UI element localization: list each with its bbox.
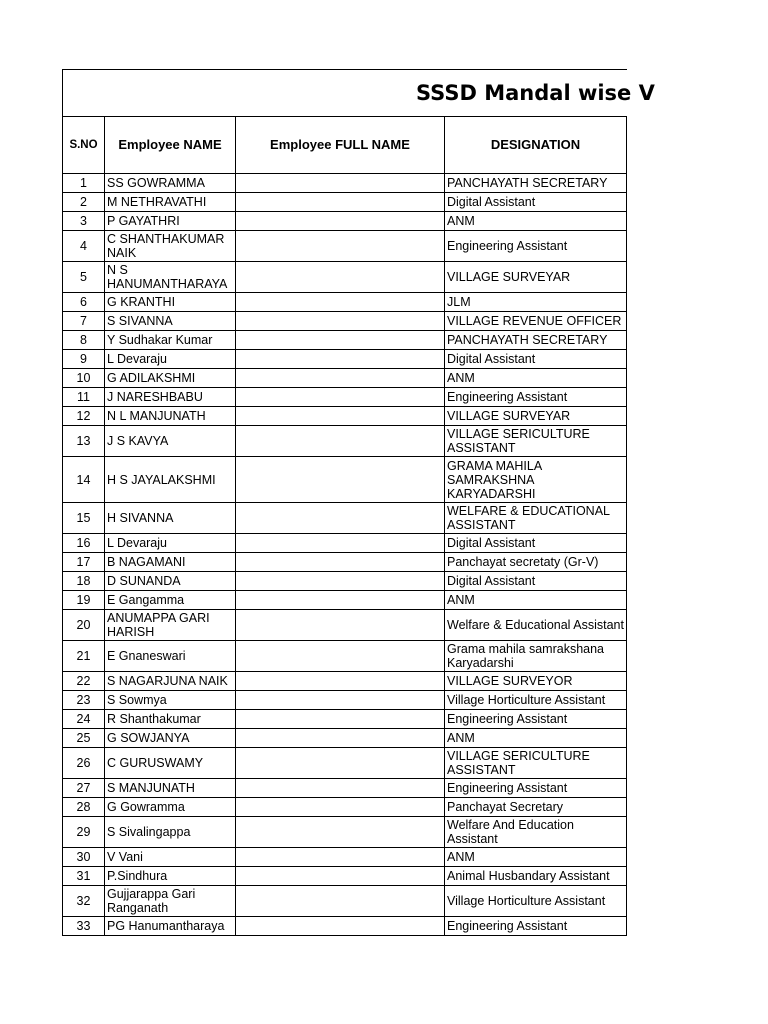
cell-designation: VILLAGE SURVEYOR <box>445 672 627 691</box>
cell-designation: Village Horticulture Assistant <box>445 886 627 917</box>
cell-designation: WELFARE & EDUCATIONAL ASSISTANT <box>445 503 627 534</box>
table-row <box>63 388 627 407</box>
cell-employee-full-name <box>236 331 445 350</box>
cell-sno: 9 <box>63 350 105 369</box>
cell-employee-name: S MANJUNATH <box>105 779 236 798</box>
cell-sno: 27 <box>63 779 105 798</box>
cell-designation: Engineering Assistant <box>445 710 627 729</box>
table-row <box>63 917 627 936</box>
cell-designation: Grama mahila samrakshana Karyadarshi <box>445 641 627 672</box>
cell-sno: 26 <box>63 748 105 779</box>
cell-sno: 23 <box>63 691 105 710</box>
cell-designation: Engineering Assistant <box>445 388 627 407</box>
cell-sno: 22 <box>63 672 105 691</box>
cell-employee-full-name <box>236 779 445 798</box>
table-row <box>63 331 627 350</box>
cell-employee-name: L Devaraju <box>105 534 236 553</box>
cell-employee-name: L Devaraju <box>105 350 236 369</box>
cell-employee-full-name <box>236 369 445 388</box>
cell-employee-name: S Sivalingappa <box>105 817 236 848</box>
cell-employee-name: H SIVANNA <box>105 503 236 534</box>
cell-employee-full-name <box>236 817 445 848</box>
cell-employee-full-name <box>236 231 445 262</box>
table-row <box>63 369 627 388</box>
cell-designation: ANM <box>445 212 627 231</box>
cell-employee-name: N S HANUMANTHARAYA <box>105 262 236 293</box>
table-row <box>63 553 627 572</box>
table-row <box>63 729 627 748</box>
cell-sno: 4 <box>63 231 105 262</box>
cell-employee-name: M NETHRAVATHI <box>105 193 236 212</box>
cell-sno: 10 <box>63 369 105 388</box>
cell-designation: VILLAGE REVENUE OFFICER <box>445 312 627 331</box>
cell-sno: 28 <box>63 798 105 817</box>
cell-sno: 24 <box>63 710 105 729</box>
cell-designation: Digital Assistant <box>445 350 627 369</box>
cell-employee-name: B NAGAMANI <box>105 553 236 572</box>
cell-sno: 29 <box>63 817 105 848</box>
cell-designation: PANCHAYATH SECRETARY <box>445 331 627 350</box>
cell-designation: Engineering Assistant <box>445 917 627 936</box>
table-row <box>63 691 627 710</box>
cell-designation: PANCHAYATH SECRETARY <box>445 174 627 193</box>
cell-designation: ANM <box>445 591 627 610</box>
cell-sno: 5 <box>63 262 105 293</box>
cell-employee-name: J NARESHBABU <box>105 388 236 407</box>
cell-designation: Engineering Assistant <box>445 231 627 262</box>
table-row <box>63 231 627 262</box>
cell-employee-name: E Gnaneswari <box>105 641 236 672</box>
cell-employee-full-name <box>236 572 445 591</box>
cell-employee-full-name <box>236 388 445 407</box>
cell-sno: 6 <box>63 293 105 312</box>
cell-designation: ANM <box>445 369 627 388</box>
column-header-employee-full-name: Employee FULL NAME <box>236 117 445 174</box>
cell-designation: Welfare & Educational Assistant <box>445 610 627 641</box>
cell-employee-full-name <box>236 350 445 369</box>
cell-employee-name: V Vani <box>105 848 236 867</box>
table-row <box>63 212 627 231</box>
cell-sno: 18 <box>63 572 105 591</box>
cell-sno: 32 <box>63 886 105 917</box>
cell-sno: 7 <box>63 312 105 331</box>
cell-sno: 2 <box>63 193 105 212</box>
cell-designation: GRAMA MAHILA SAMRAKSHNA KARYADARSHI <box>445 457 627 503</box>
column-header-designation: DESIGNATION <box>445 117 627 174</box>
column-header-employee-name: Employee NAME <box>105 117 236 174</box>
cell-employee-name: C GURUSWAMY <box>105 748 236 779</box>
cell-designation: VILLAGE SERICULTURE ASSISTANT <box>445 426 627 457</box>
table-row <box>63 407 627 426</box>
table-row <box>63 457 627 503</box>
cell-employee-full-name <box>236 591 445 610</box>
cell-employee-full-name <box>236 917 445 936</box>
cell-designation: VILLAGE SURVEYAR <box>445 407 627 426</box>
cell-employee-name: G KRANTHI <box>105 293 236 312</box>
cell-employee-full-name <box>236 672 445 691</box>
employee-table <box>62 69 655 936</box>
cell-sno: 11 <box>63 388 105 407</box>
cell-employee-name: H S JAYALAKSHMI <box>105 457 236 503</box>
cell-employee-full-name <box>236 457 445 503</box>
table-row <box>63 610 627 641</box>
cell-employee-name: SS GOWRAMMA <box>105 174 236 193</box>
cell-employee-name: Y Sudhakar Kumar <box>105 331 236 350</box>
cell-employee-full-name <box>236 641 445 672</box>
cell-employee-full-name <box>236 426 445 457</box>
column-header-sno: S.NO <box>63 117 105 174</box>
table-row <box>63 748 627 779</box>
cell-employee-name: PG Hanumantharaya <box>105 917 236 936</box>
cell-sno: 25 <box>63 729 105 748</box>
table-row <box>63 193 627 212</box>
cell-sno: 16 <box>63 534 105 553</box>
cell-designation: JLM <box>445 293 627 312</box>
cell-employee-name: S Sowmya <box>105 691 236 710</box>
cell-employee-full-name <box>236 262 445 293</box>
cell-employee-name: G Gowramma <box>105 798 236 817</box>
table-row <box>63 886 627 917</box>
table-row <box>63 534 627 553</box>
cell-employee-name: Gujjarappa Gari Ranganath <box>105 886 236 917</box>
table-row <box>63 503 627 534</box>
cell-employee-full-name <box>236 312 445 331</box>
cell-sno: 30 <box>63 848 105 867</box>
cell-sno: 3 <box>63 212 105 231</box>
cell-sno: 15 <box>63 503 105 534</box>
table-row <box>63 174 627 193</box>
table-row <box>63 426 627 457</box>
cell-employee-name: ANUMAPPA GARI HARISH <box>105 610 236 641</box>
table-row <box>63 262 627 293</box>
cell-employee-name: G ADILAKSHMI <box>105 369 236 388</box>
cell-designation: ANM <box>445 848 627 867</box>
cell-employee-full-name <box>236 174 445 193</box>
cell-employee-name: D SUNANDA <box>105 572 236 591</box>
cell-sno: 12 <box>63 407 105 426</box>
cell-employee-full-name <box>236 534 445 553</box>
cell-designation: Village Horticulture Assistant <box>445 691 627 710</box>
cell-employee-name: G SOWJANYA <box>105 729 236 748</box>
sheet-title: SSSD Mandal wise V <box>63 70 627 117</box>
cell-employee-full-name <box>236 691 445 710</box>
cell-employee-full-name <box>236 710 445 729</box>
table-row <box>63 867 627 886</box>
table-row <box>63 591 627 610</box>
cell-sno: 20 <box>63 610 105 641</box>
cell-sno: 21 <box>63 641 105 672</box>
cell-sno: 14 <box>63 457 105 503</box>
cell-designation: Digital Assistant <box>445 534 627 553</box>
table-row <box>63 817 627 848</box>
cell-sno: 17 <box>63 553 105 572</box>
cell-employee-name: C SHANTHAKUMAR NAIK <box>105 231 236 262</box>
cell-employee-name: R Shanthakumar <box>105 710 236 729</box>
cell-designation: VILLAGE SURVEYAR <box>445 262 627 293</box>
cell-designation: VILLAGE SERICULTURE ASSISTANT <box>445 748 627 779</box>
cell-sno: 31 <box>63 867 105 886</box>
cell-employee-full-name <box>236 848 445 867</box>
cell-designation: Welfare And Education Assistant <box>445 817 627 848</box>
cell-employee-name: S NAGARJUNA NAIK <box>105 672 236 691</box>
cell-employee-full-name <box>236 212 445 231</box>
cell-sno: 33 <box>63 917 105 936</box>
cell-employee-full-name <box>236 867 445 886</box>
cell-designation: Engineering Assistant <box>445 779 627 798</box>
cell-designation: Digital Assistant <box>445 193 627 212</box>
cell-employee-full-name <box>236 886 445 917</box>
cell-designation: Animal Husbandary Assistant <box>445 867 627 886</box>
cell-designation: ANM <box>445 729 627 748</box>
cell-sno: 19 <box>63 591 105 610</box>
table-row <box>63 641 627 672</box>
cell-employee-name: J S KAVYA <box>105 426 236 457</box>
table-row <box>63 798 627 817</box>
cell-employee-full-name <box>236 553 445 572</box>
cell-designation: Panchayat Secretary <box>445 798 627 817</box>
cell-employee-full-name <box>236 193 445 212</box>
cell-employee-full-name <box>236 293 445 312</box>
table-row <box>63 572 627 591</box>
cell-employee-full-name <box>236 748 445 779</box>
cell-employee-full-name <box>236 798 445 817</box>
cell-sno: 13 <box>63 426 105 457</box>
cell-designation: Panchayat secretaty (Gr-V) <box>445 553 627 572</box>
table-row <box>63 312 627 331</box>
table-row <box>63 350 627 369</box>
cell-sno: 1 <box>63 174 105 193</box>
title-row <box>63 70 627 117</box>
table-row <box>63 710 627 729</box>
cell-designation: Digital Assistant <box>445 572 627 591</box>
cell-employee-full-name <box>236 610 445 641</box>
cell-sno: 8 <box>63 331 105 350</box>
table-row <box>63 779 627 798</box>
cell-employee-name: E Gangamma <box>105 591 236 610</box>
table-row <box>63 672 627 691</box>
table-row <box>63 293 627 312</box>
cell-employee-name: N L MANJUNATH <box>105 407 236 426</box>
cell-employee-name: P GAYATHRI <box>105 212 236 231</box>
table-row <box>63 848 627 867</box>
cell-employee-name: P.Sindhura <box>105 867 236 886</box>
cell-employee-full-name <box>236 503 445 534</box>
cell-employee-full-name <box>236 407 445 426</box>
cell-employee-name: S SIVANNA <box>105 312 236 331</box>
cell-employee-full-name <box>236 729 445 748</box>
header-row <box>63 117 627 174</box>
